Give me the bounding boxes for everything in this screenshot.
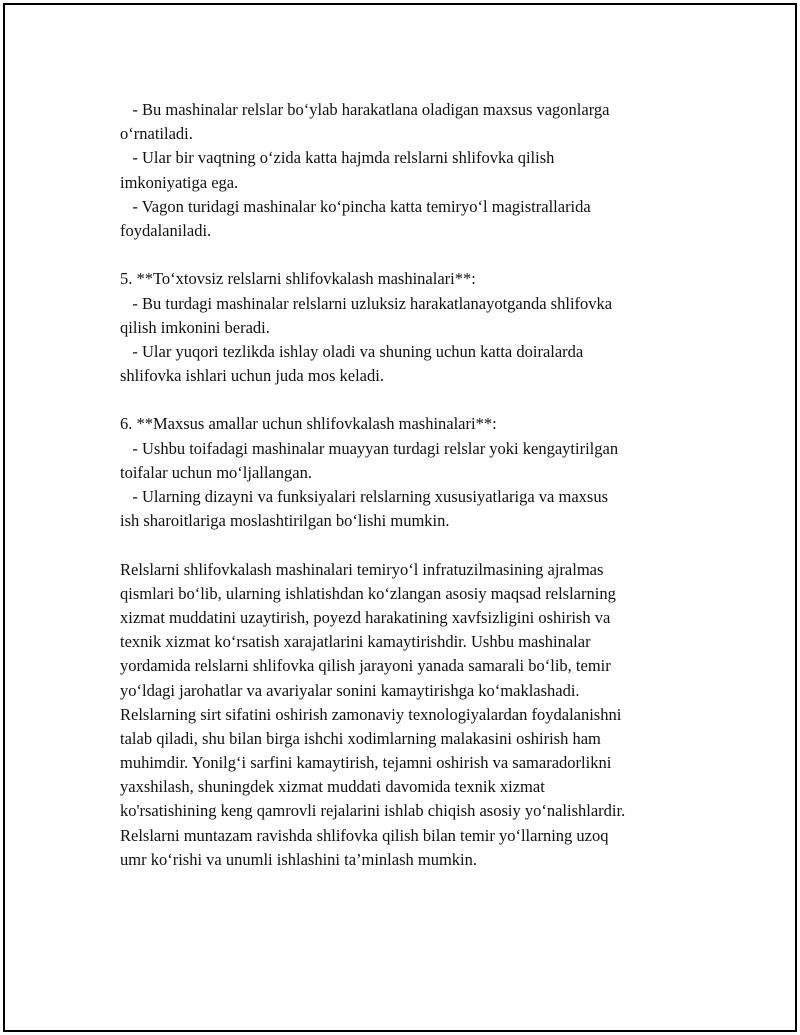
text-line: qilish imkonini beradi.: [120, 317, 270, 337]
text-line: - Ular yuqori tezlikda ishlay oladi va shuning uchun katta doiralarda: [120, 341, 584, 361]
paragraph-item-5: [120, 267, 700, 388]
text-line: Relslarni shlifovkalash mashinalari temiryo‘l infratuzilmasining ajralmas: [120, 559, 604, 579]
text-line: umr ko‘rishi va unumli ishlashini ta’minlash mumkin.: [120, 849, 478, 869]
text-line: - Bu turdagi mashinalar relslarni uzluksiz harakatlanayotganda shlifovka: [120, 293, 613, 313]
text-line: - Ular bir vaqtning o‘zida katta hajmda relslarni shlifovka qilish: [120, 148, 555, 168]
text-line: muhimdir. Yonilg‘i sarfini kamaytirish, tejamni oshirish va samaradorlikni: [120, 753, 612, 773]
text-line: - Ularning dizayni va funksiyalari relslarning xususiyatlariga va maxsus: [120, 487, 608, 506]
text-line: yordamida relslarni shlifovka qilish jarayoni yanada samarali bo‘lib, temir: [120, 656, 611, 676]
text-line: xizmat muddatini uzaytirish, poyezd harakatining xavfsizligini oshirish va: [120, 607, 611, 627]
text-line: ko'rsatishining keng qamrovli rejalarini ishlab chiqish asosiy yo‘nalishlardir.: [120, 801, 626, 821]
paragraph-spacer: [120, 243, 700, 267]
paragraph-conclusion: [120, 558, 700, 872]
list-heading: 5. **To‘xtovsiz relslarni shlifovkalash mashinalari**:: [120, 269, 476, 289]
paragraph-vagon-list: [120, 98, 700, 243]
text-line: shlifovka ishlari uchun juda mos keladi.: [120, 366, 384, 386]
text-line: yaxshilash, shuningdek xizmat muddati davomida texnik xizmat: [120, 777, 545, 797]
text-line: talab qiladi, shu bilan birga ishchi xodimlarning malakasini oshirish ham: [120, 728, 601, 748]
page-frame: [3, 3, 797, 1032]
text-line: yo‘ldagi jarohatlar va avariyalar sonini kamaytirishga ko‘maklashadi.: [120, 680, 580, 700]
text-line: toifalar uchun mo‘ljallangan.: [120, 462, 312, 482]
text-line: Relslarni muntazam ravishda shlifovka qilish bilan temir yo‘llarning uzoq: [120, 825, 609, 845]
text-line: ish sharoitlariga moslashtirilgan bo‘lishi mumkin.: [120, 511, 450, 531]
text-line: qismlari bo‘lib, ularning ishlatishdan ko‘zlangan asosiy maqsad relslarning: [120, 583, 616, 603]
list-heading: 6. **Maxsus amallar uchun shlifovkalash mashinalari**:: [120, 414, 497, 434]
paragraph-spacer: [120, 533, 700, 557]
paragraph-item-6: [120, 412, 700, 533]
paragraph-spacer: [120, 388, 700, 412]
text-line: o‘rnatiladi.: [120, 124, 193, 144]
text-line: Relslarning sirt sifatini oshirish zamonaviy texnologiyalardan foydalanishni: [120, 704, 622, 724]
document-body: [120, 98, 700, 872]
text-line: foydalaniladi.: [120, 220, 212, 240]
text-line: - Bu mashinalar relslar bo‘ylab harakatlana oladigan maxsus vagonlarga: [120, 100, 610, 119]
text-line: texnik xizmat ko‘rsatish xarajatlarini kamaytirishdir. Ushbu mashinalar: [120, 632, 591, 652]
text-line: - Vagon turidagi mashinalar ko‘pincha katta temiryo‘l magistrallarida: [120, 196, 591, 216]
text-line: imkoniyatiga ega.: [120, 172, 239, 192]
text-line: - Ushbu toifadagi mashinalar muayyan turdagi relslar yoki kengaytirilgan: [120, 438, 619, 458]
